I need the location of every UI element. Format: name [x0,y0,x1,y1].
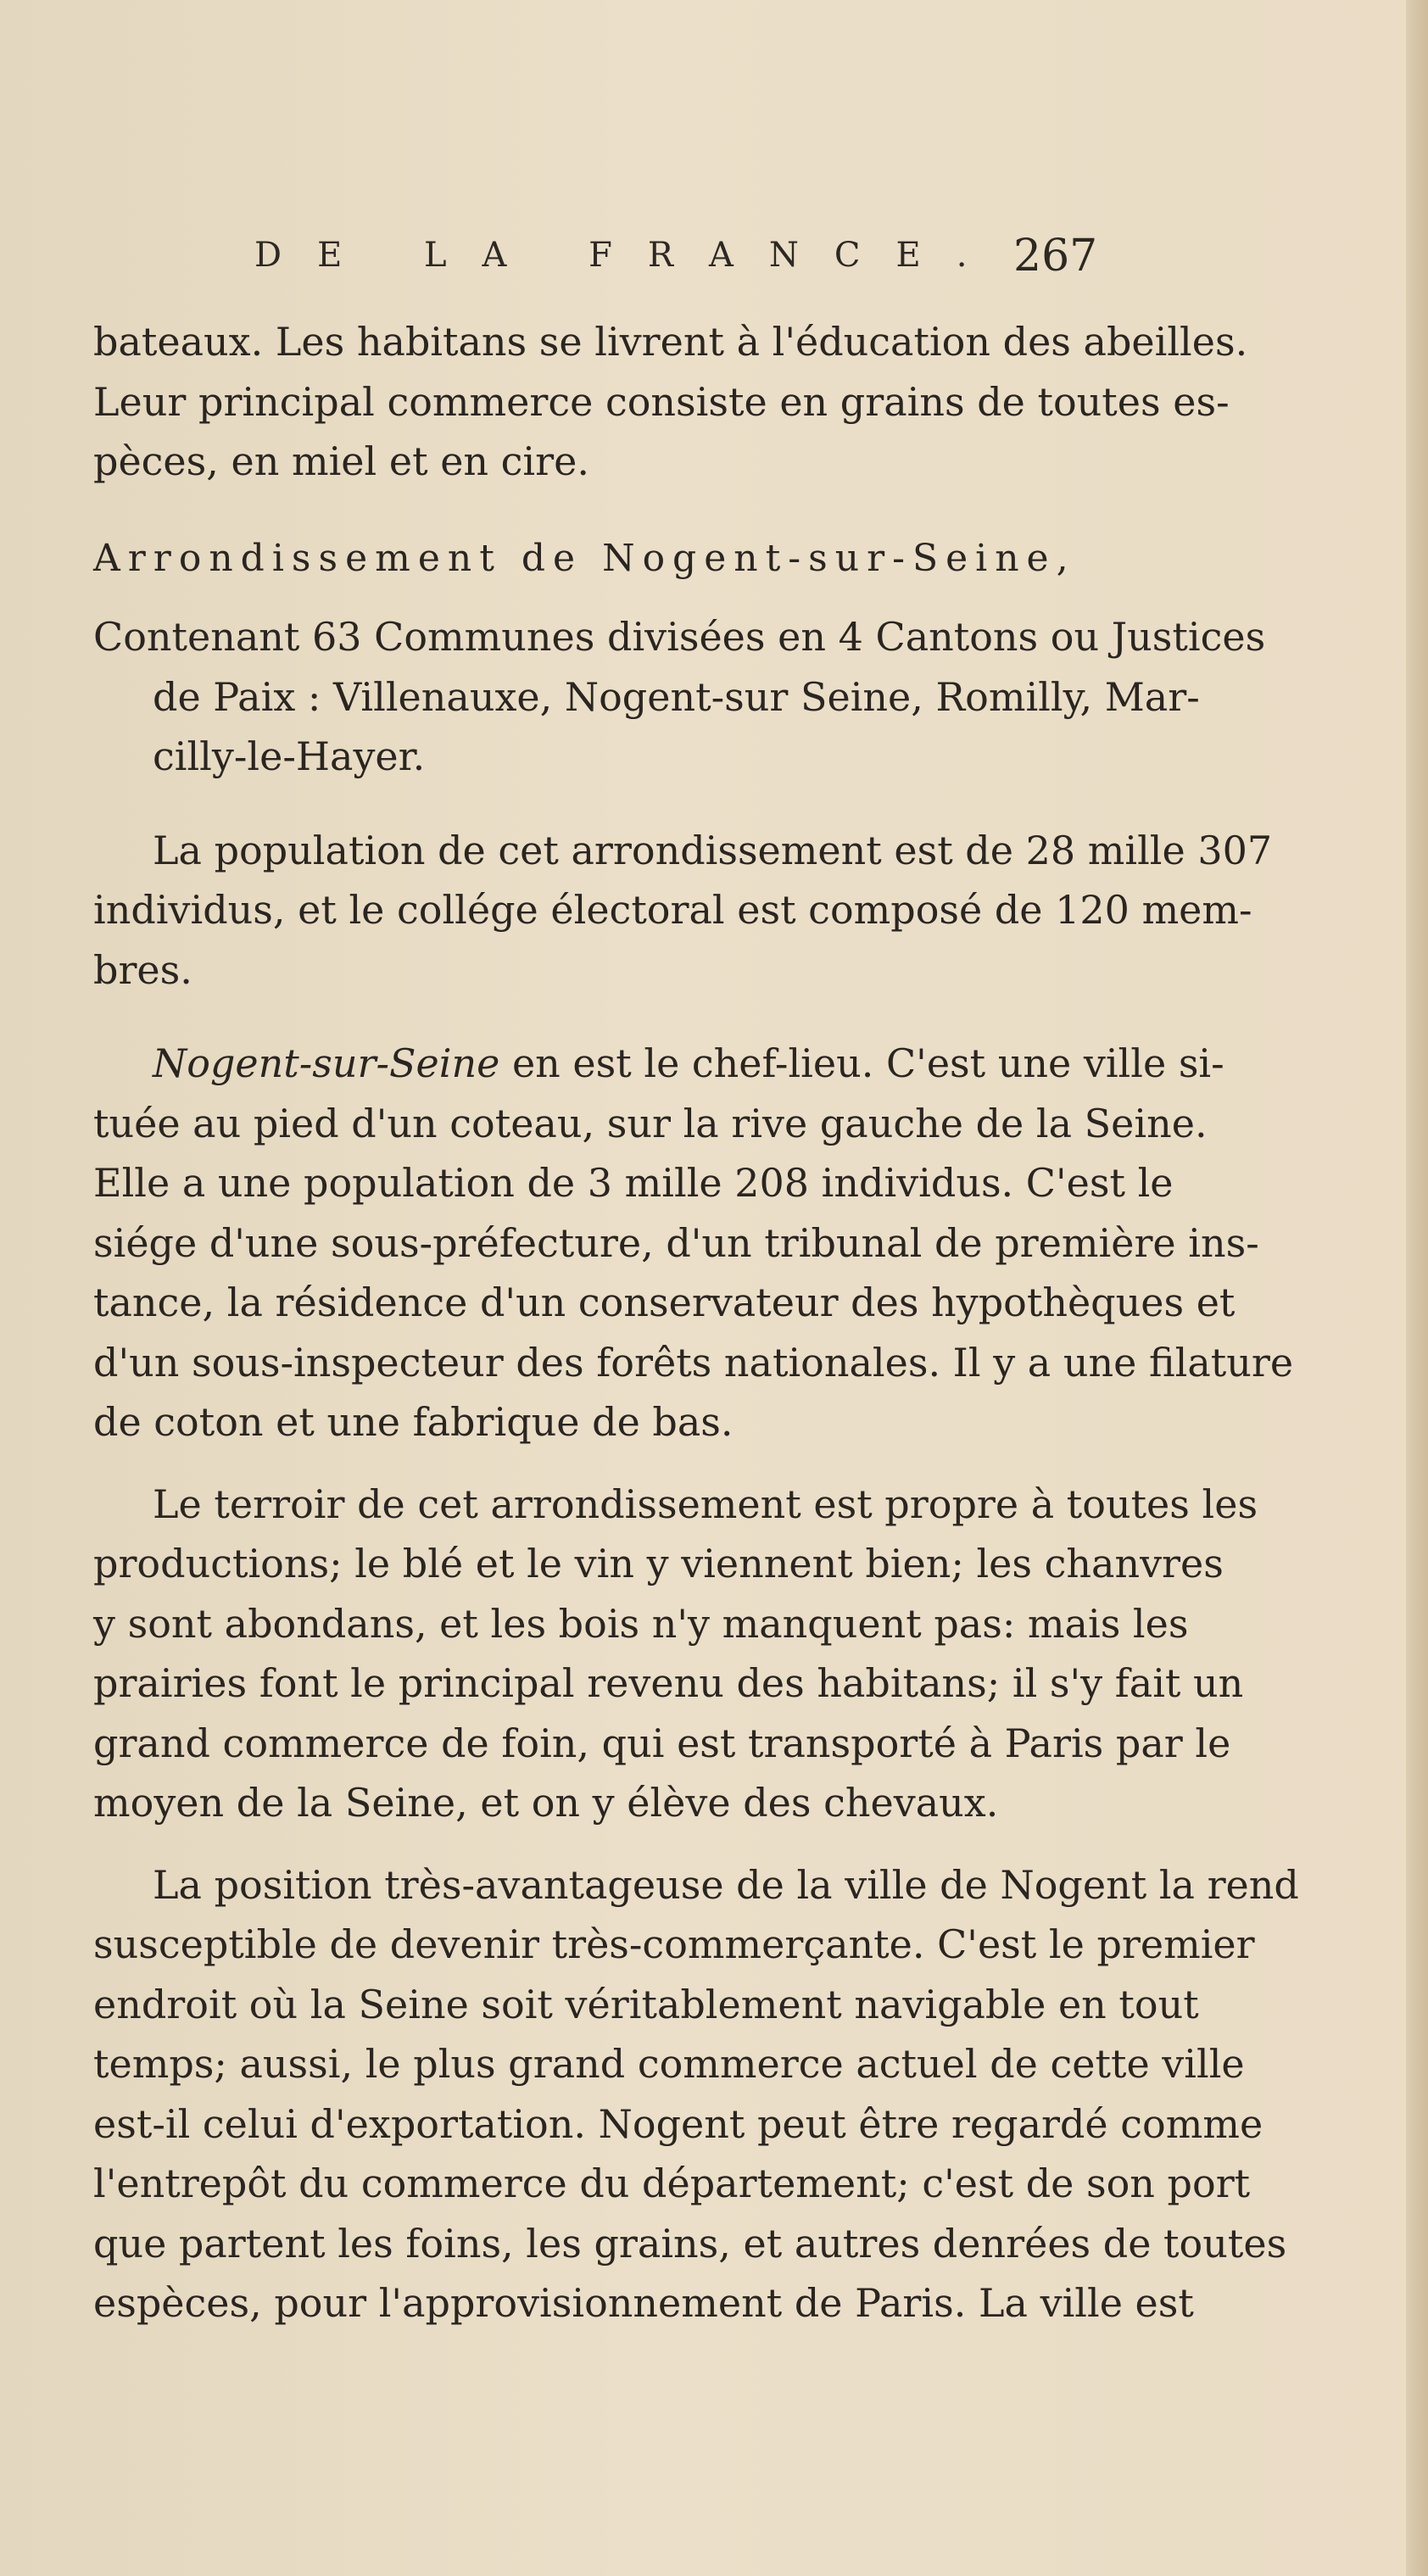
text-line: que partent les foins, les grains, et autres denrées de toutes [93,2220,1287,2267]
text-line: prairies font le principal revenu des habitans; il s'y fait un [93,1660,1244,1706]
text-line: siége d'une sous-préfecture, d'un tribunal de première ins- [93,1219,1259,1266]
section-heading: Arrondissement de Nogent-sur-Seine, [93,536,1076,580]
text-line [93,1034,1224,1094]
place-name-italic: Nogent-sur-Seine [153,1040,500,1086]
text-line: La position très-avantageuse de la ville de Nogent la rend [153,1861,1299,1908]
text-line: susceptible de devenir très-commerçante. C'est le premier [93,1921,1255,1967]
paragraph-nogent [93,1034,1294,1452]
text-line: d'un sous-inspecteur des forêts nationales. Il y a une filature [93,1339,1294,1386]
text-line: Le terroir de cet arrondissement est propre à toutes les [153,1480,1258,1527]
paragraph-beekeeping [93,312,1248,492]
page-header [0,231,1428,295]
paragraph-terroir [93,1475,1258,1833]
text-line: espèces, pour l'approvisionnement de Paris. La ville est [93,2280,1194,2326]
text-line: temps; aussi, le plus grand commerce actuel de cette ville [93,2041,1245,2087]
paragraph-communes [93,607,1266,787]
text-line: y sont abondans, et les bois n'y manquent pas: mais les [93,1600,1189,1647]
text-line: Leur principal commerce consiste en grains de toutes es- [93,378,1230,425]
text-line: de Paix : Villenauxe, Nogent-sur Seine, Romilly, Mar- [153,673,1200,720]
text-line: Contenant 63 Communes divisées en 4 Cantons ou Justices [93,614,1266,660]
text-line: tuée au pied d'un coteau, sur la rive gauche de la Seine. [93,1100,1208,1146]
text-line: La population de cet arrondissement est de 28 mille 307 [153,827,1273,873]
text-line: productions; le blé et le vin y viennent bien; les chanvres [93,1541,1224,1586]
text-line: tance, la résidence d'un conservateur des hypothèques et [93,1280,1236,1325]
text-line: Elle a une population de 3 mille 208 individus. C'est le [93,1160,1174,1206]
page-body [93,312,1299,2333]
paragraph-population [93,821,1273,1001]
text-line: endroit où la Seine soit véritablement navigable en tout [93,1981,1199,2027]
text-line: bres. [93,946,192,993]
running-title: DE LA FRANCE. [254,236,1003,275]
text-line: est-il celui d'exportation. Nogent peut être regardé comme [93,2100,1263,2147]
paragraph-position [93,1855,1299,2333]
text-line: grand commerce de foin, qui est transporté à Paris par le [93,1720,1231,1766]
text-line: cilly-le-Hayer. [153,733,426,779]
text-line: bateaux. Les habitans se livrent à l'éducation des abeilles. [93,319,1248,365]
page-number: 267 [1013,231,1098,282]
text-line: moyen de la Seine, et on y élève des chevaux. [93,1780,999,1826]
text-line: individus, et le collége électoral est composé de 120 mem- [93,887,1252,933]
text-line: pèces, en miel et en cire. [93,438,589,484]
text-line: l'entrepôt du commerce du département; c'est de son port [93,2161,1251,2206]
text-line: de coton et une fabrique de bas. [93,1399,734,1445]
text-fragment: en est le chef-lieu. C'est une ville si- [499,1040,1224,1086]
page-edge-shadow [1406,0,1428,2576]
